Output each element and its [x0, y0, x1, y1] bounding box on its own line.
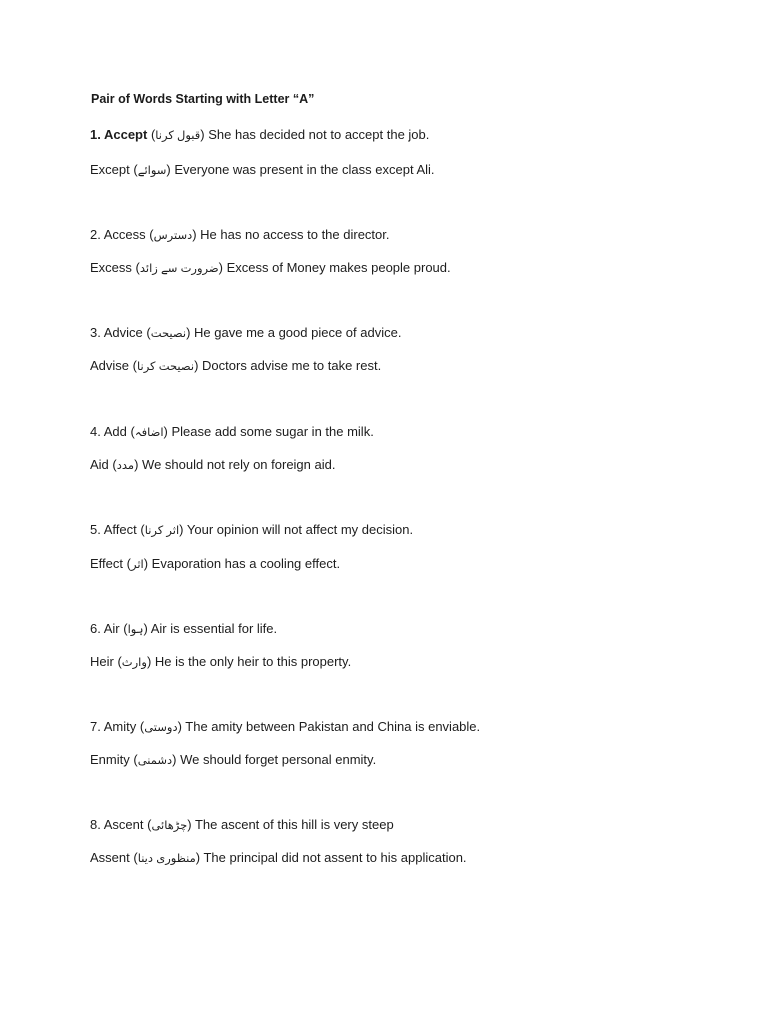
word-line-heir: Heir (وارث) He is the only heir to this property.	[90, 654, 352, 669]
example-sentence: Everyone was present in the class except Ali.	[174, 162, 435, 177]
urdu-translation: دشمنی	[137, 755, 173, 767]
word-line-advice: 3. Advice (نصیحت) He gave me a good piece of advice.	[90, 325, 402, 340]
example-sentence: We should forget personal enmity.	[180, 752, 377, 767]
urdu-translation: ضرورت سے زائد	[139, 263, 219, 275]
example-sentence: Your opinion will not affect my decision.	[186, 522, 414, 537]
urdu-translation: نصیحت کرنا	[136, 361, 195, 373]
word-term: 7. Amity	[90, 719, 137, 734]
urdu-translation: قبول کرنا	[155, 130, 201, 142]
urdu-translation: وارث	[121, 657, 147, 669]
word-line-air: 6. Air (ہوا) Air is essential for life.	[90, 621, 278, 636]
word-term: Enmity	[90, 752, 130, 767]
word-line-effect: Effect (اثر) Evaporation has a cooling effect.	[90, 556, 341, 571]
example-sentence: He has no access to the director.	[200, 227, 390, 242]
word-line-amity: 7. Amity (دوستی) The amity between Pakistan and China is enviable.	[90, 719, 481, 734]
example-sentence: The ascent of this hill is very steep	[194, 817, 394, 832]
word-line-except: Except (سوائے) Everyone was present in the class except Ali.	[90, 162, 435, 177]
urdu-translation: منظوری دینا	[137, 853, 196, 865]
word-term: Advise	[90, 358, 130, 373]
urdu-translation: ہوا	[127, 624, 144, 636]
urdu-translation: اثر	[130, 559, 144, 571]
word-line-advise: Advise (نصیحت کرنا) Doctors advise me to take rest.	[90, 358, 382, 373]
urdu-translation: مدد	[116, 460, 135, 472]
example-sentence: The amity between Pakistan and China is enviable.	[185, 719, 481, 734]
example-sentence: We should not rely on foreign aid.	[142, 457, 336, 472]
word-term: 3. Advice	[90, 325, 143, 340]
word-term: 8. Ascent	[90, 817, 144, 832]
example-sentence: Doctors advise me to take rest.	[202, 358, 382, 373]
word-line-access: 2. Access (دسترس) He has no access to the director.	[90, 227, 390, 242]
word-term: 5. Affect	[90, 522, 137, 537]
word-line-assent: Assent (منظوری دینا) The principal did not assent to his application.	[90, 850, 467, 865]
urdu-translation: اثر کرنا	[144, 525, 180, 537]
word-term: 1. Accept	[90, 127, 148, 142]
example-sentence: Please add some sugar in the milk.	[171, 424, 374, 439]
word-term: 6. Air	[90, 621, 120, 636]
word-term: 2. Access	[90, 227, 146, 242]
example-sentence: The principal did not assent to his application.	[203, 850, 467, 865]
example-sentence: She has decided not to accept the job.	[208, 127, 430, 142]
word-line-excess: Excess (ضرورت سے زائد) Excess of Money makes people proud.	[90, 260, 451, 275]
word-line-aid: Aid (مدد) We should not rely on foreign aid.	[90, 457, 336, 472]
urdu-translation: اضافہ	[134, 427, 164, 439]
word-term: Heir	[90, 654, 114, 669]
urdu-translation: دوستی	[144, 722, 178, 734]
word-term: Effect	[90, 556, 124, 571]
urdu-translation: دسترس	[153, 230, 193, 242]
word-term: Assent	[90, 850, 130, 865]
word-term: Excess	[90, 260, 132, 275]
urdu-translation: سوائے	[137, 165, 167, 177]
example-sentence: Excess of Money makes people proud.	[226, 260, 451, 275]
example-sentence: Evaporation has a cooling effect.	[151, 556, 341, 571]
word-line-enmity: Enmity (دشمنی) We should forget personal enmity.	[90, 752, 377, 767]
word-line-ascent: 8. Ascent (چڑھائی) The ascent of this hill is very steep	[90, 817, 394, 832]
word-line-accept: 1. Accept (قبول کرنا) She has decided not to accept the job.	[90, 127, 430, 142]
page-title: Pair of Words Starting with Letter “A”	[91, 92, 315, 106]
word-line-add: 4. Add (اضافہ) Please add some sugar in the milk.	[90, 424, 374, 439]
word-term: Aid	[90, 457, 109, 472]
example-sentence: Air is essential for life.	[150, 621, 278, 636]
word-line-affect: 5. Affect (اثر کرنا) Your opinion will not affect my decision.	[90, 522, 414, 537]
example-sentence: He is the only heir to this property.	[154, 654, 352, 669]
word-term: 4. Add	[90, 424, 127, 439]
urdu-translation: نصیحت	[150, 328, 187, 340]
word-term: Except	[90, 162, 130, 177]
urdu-translation: چڑھائی	[151, 820, 188, 832]
example-sentence: He gave me a good piece of advice.	[194, 325, 402, 340]
